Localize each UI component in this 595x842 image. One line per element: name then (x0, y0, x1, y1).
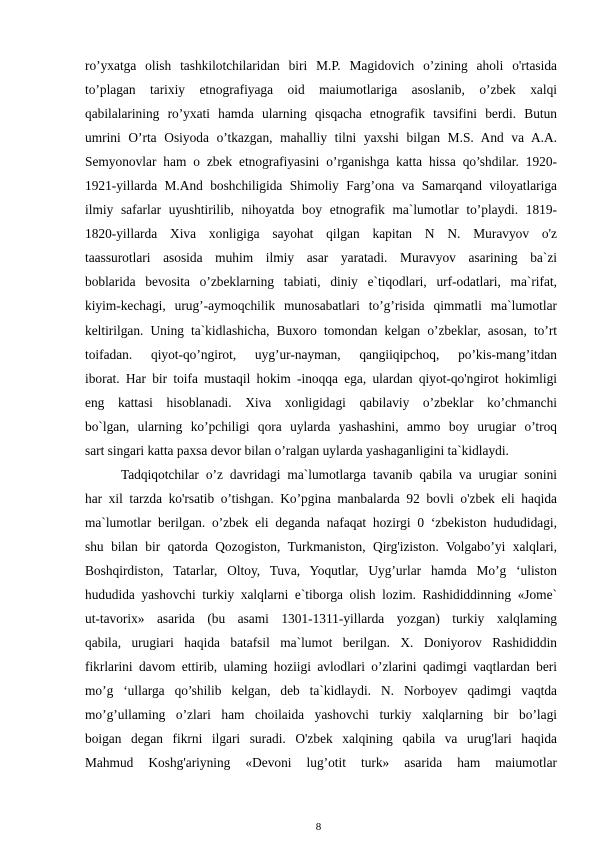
page-number: 8 (315, 821, 322, 833)
text-line: kiyim-kechagi, urug’-aymoqchilik munosabatlari to’g’risida qimmatli ma`lumotlar (85, 298, 557, 314)
text-line: ma`lumotlar berilgan. o’zbek eli deganda nafaqat hozirgi 0 ‘zbekiston hududidagi, (85, 514, 557, 530)
text-line: Tadqiqotchilar o’z davridagi ma`lumotlarga tavanib qabila va urugiar sonini (121, 466, 557, 482)
text-line: taassurotlari asosida muhim ilmiy asar yaratadi. Muravyov asarining ba`zi (85, 250, 557, 266)
text-line: toifadan. qiyot-qo’ngirot, uyg’ur-nayman, qangiiqipchoq, po’kis-mang’itdan (85, 346, 557, 362)
text-line: keltirilgan. Uning ta`kidlashicha, Buxoro tomondan kelgan o’zbeklar, asosan, to’rt (85, 322, 557, 338)
document-page (85, 54, 557, 775)
text-line: qabila, urugiari haqida batafsil ma`lumot berilgan. X. Doniyorov Rashididdin (85, 635, 557, 651)
text-line: 1921-yillarda M.And boshchiligida Shimoliy Farg’ona va Samarqand viloyatlariga (85, 178, 557, 194)
text-line: Semyonovlar ham o zbek etnografiyasini o’rganishga katta hissa qo’shdilar. 1920- (85, 154, 557, 170)
text-line: 1820-yillarda Xiva xonligiga sayohat qilgan kapitan N N. Muravyov o'z (85, 226, 557, 242)
text-line: qabilalarining ro’yxati hamda ularning qisqacha etnografik tavsifini berdi. Butun (85, 106, 557, 122)
text-line: iborat. Har bir toifa mustaqil hokim -inoqqa ega, ulardan qiyot-qo'ngirot hokimligi (85, 370, 557, 386)
text-line: bo`lgan, ularning ko’pchiligi qora uylarda yashashini, ammo boy urugiar o’troq (85, 418, 557, 434)
text-line: boigan degan fikrni ilgari suradi. O'zbek xalqining qabila va urug'lari haqida (85, 731, 557, 747)
paragraph (85, 463, 557, 776)
text-line: mo’g’ullaming o’zlari ham choilaida yashovchi turkiy xalqlarning bir bo’lagi (85, 707, 557, 723)
text-line: boblarida bevosita o’zbeklarning tabiati, diniy e`tiqodlari, urf-odatlari, ma`rifat, (85, 274, 557, 290)
text-line: ilmiy safarlar uyushtirilib, nihoyatda boy etnografik ma`lumotlar to’playdi. 1819- (85, 202, 557, 218)
text-line: shu bilan bir qatorda Qozogiston, Turkmaniston, Qirg'iziston. Volgabo’yi xalqlari, (85, 538, 557, 554)
text-line: Mahmud Koshg'ariyning «Devoni lug’otit turk» asarida ham maiumotlar (85, 755, 557, 771)
text-line: eng kattasi hisoblanadi. Xiva xonligidagi qabilaviy o’zbeklar ko’chmanchi (85, 394, 557, 410)
text-line: to’plagan tarixiy etnografiyaga oid maiumotlariga asoslanib, o’zbek xalqi (85, 82, 557, 98)
text-line: ut-tavorix» asarida (bu asami 1301-1311-yillarda yozgan) turkiy xalqlaming (85, 611, 557, 627)
text-line: Boshqirdiston, Tatarlar, Oltoy, Tuva, Yoqutlar, Uyg’urlar hamda Mo’g ‘uliston (85, 562, 557, 578)
text-line: mo’g ‘ullarga qo’shilib kelgan, deb ta`kidlaydi. N. Norboyev qadimgi vaqtda (85, 683, 557, 699)
text-line: umrini O’rta Osiyoda o’tkazgan, mahalliy tilni yaxshi bilgan M.S. And va A.A. (85, 130, 557, 146)
text-line: fikrlarini davom ettirib, ulaming hoziigi avlodlari o’zlarini qadimgi vaqtlardan beri (85, 659, 557, 675)
paragraph (85, 54, 557, 463)
text-line: har xil tarzda ko'rsatib o’tishgan. Ko’pgina manbalarda 92 bovli o'zbek eli haqida (85, 490, 557, 506)
text-line: sart singari katta paxsa devor bilan o’ralgan uylarda yashaganligini ta`kidlaydi. (85, 442, 509, 458)
text-line: hududida yashovchi turkiy xalqlarni e`tiborga olish lozim. Rashididdinning «Jome` (85, 587, 557, 603)
document-body (85, 54, 557, 775)
text-line: ro’yxatga olish tashkilotchilaridan biri M.P. Magidovich o’zining aholi o'rtasida (85, 58, 557, 73)
